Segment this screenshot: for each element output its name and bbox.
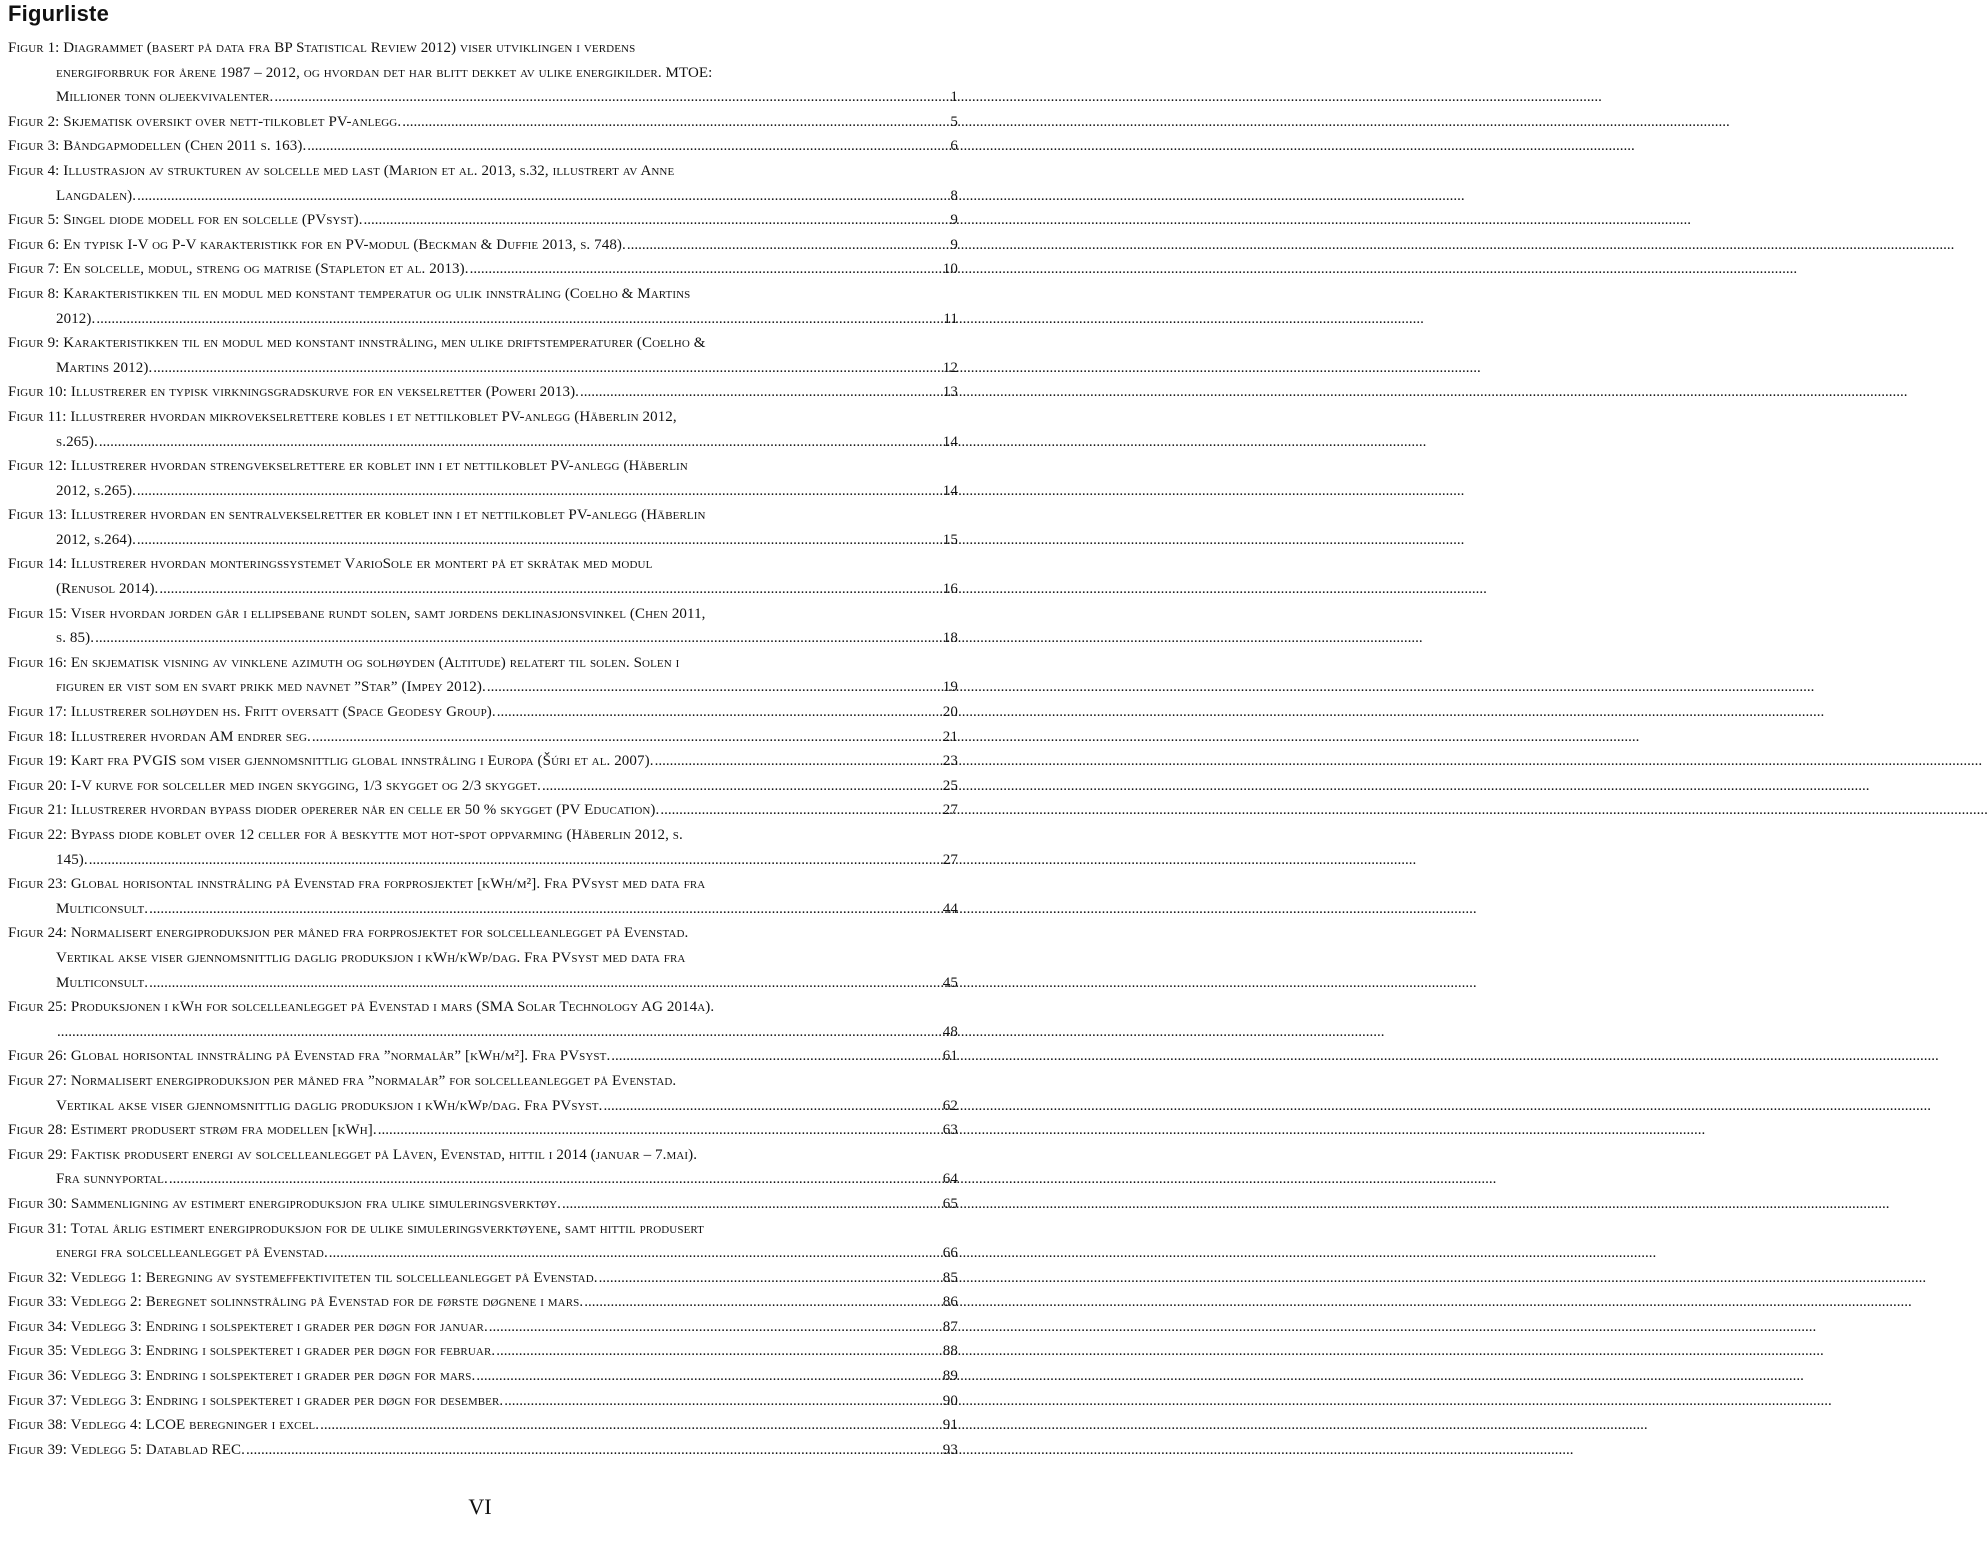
entry-line <box>8 1167 958 1192</box>
entry-page-number: 27 <box>942 851 958 868</box>
entry-text: Figur 31: Total årlig estimert energiproduksjon for de ulike simuleringsverktøyene, samt hittil produsert <box>8 1220 704 1237</box>
figure-list-entry[interactable] <box>8 749 958 774</box>
figure-list-entry[interactable] <box>8 1217 958 1266</box>
figure-list-entry[interactable] <box>8 1069 958 1118</box>
entry-text: Figur 7: En solcelle, modul, streng og matrise (Stapleton et al. 2013). <box>8 261 469 278</box>
entry-page-number: 14 <box>942 433 958 450</box>
entry-text: Figur 33: Vedlegg 2: Beregnet solinnstråling på Evenstad for de første døgnene i mars. <box>8 1294 584 1311</box>
entry-text: Figur 32: Vedlegg 1: Beregning av systemeffektiviteten til solcelleanlegget på Evenstad. <box>8 1269 598 1286</box>
page-number: VI <box>468 1494 492 1519</box>
figure-list-entry[interactable] <box>8 1044 958 1069</box>
entry-line <box>8 479 958 504</box>
entry-text: Figur 14: Illustrerer hvordan monteringssystemet VarioSole er montert på et skråtak med modul <box>8 556 653 573</box>
entry-text: Vertikal akse viser gjennomsnittlig daglig produksjon i kWh/kWp/dag. Fra PVsyst med data fra <box>56 949 686 966</box>
dot-leader <box>149 897 942 922</box>
entry-line <box>8 454 958 479</box>
entry-text: energiforbruk for årene 1987 – 2012, og hvordan det har blitt dekket av ulike energikilder. MTOE: <box>56 64 713 81</box>
dot-leader <box>96 307 942 332</box>
entry-text: 2012, s.264). <box>56 531 136 548</box>
entry-line <box>8 651 958 676</box>
figure-list-entry[interactable] <box>8 1192 958 1217</box>
figure-list-entry[interactable] <box>8 208 958 233</box>
entry-line <box>8 1069 958 1094</box>
dot-leader <box>378 1118 942 1143</box>
entry-text: Figur 27: Normalisert energiproduksjon per måned fra ”normalår” for solcelleanlegget på Evenstad. <box>8 1072 677 1089</box>
entry-line <box>8 749 958 774</box>
figure-list-entry[interactable] <box>8 774 958 799</box>
figure-list-entry[interactable] <box>8 1315 958 1340</box>
dot-leader <box>159 577 941 602</box>
entry-line <box>8 85 958 110</box>
entry-line <box>8 1389 958 1414</box>
entry-page-number: 5 <box>950 113 958 130</box>
entry-line <box>8 61 958 86</box>
entry-line <box>8 848 958 873</box>
entry-line <box>8 233 958 258</box>
entry-line <box>8 430 958 455</box>
entry-text: Multiconsult. <box>56 974 149 991</box>
dot-leader <box>487 675 942 700</box>
dot-leader <box>320 1413 942 1438</box>
entry-text: Langdalen). <box>56 187 137 204</box>
dot-leader <box>274 85 949 110</box>
entry-text: Figur 23: Global horisontal innstråling på Evenstad fra forprosjektet [kWh/m²]. Fra PVsyst med data fra <box>8 876 706 893</box>
dot-leader <box>660 798 941 823</box>
dot-leader <box>470 257 942 282</box>
entry-text: 145). <box>56 851 88 868</box>
figure-list-entry[interactable] <box>8 872 958 921</box>
dot-leader <box>489 1315 942 1340</box>
dot-leader <box>95 626 942 651</box>
figure-list-entry[interactable] <box>8 1389 958 1414</box>
entry-text: Figur 4: Illustrasjon av strukturen av solcelle med last (Marion et al. 2013, s.32, illustrert av Anne <box>8 162 675 179</box>
entry-line <box>8 946 958 971</box>
entry-line <box>8 1438 958 1463</box>
entry-line <box>8 257 958 282</box>
dot-leader <box>580 380 942 405</box>
dot-leader <box>137 479 942 504</box>
entry-line <box>8 872 958 897</box>
entry-text: Figur 20: I-V kurve for solceller med ingen skygging, 1/3 skygget og 2/3 skygget. <box>8 777 542 794</box>
entry-line <box>8 405 958 430</box>
dot-leader <box>99 430 942 455</box>
dot-leader <box>153 356 942 381</box>
entry-line <box>8 1192 958 1217</box>
figure-list-entry[interactable] <box>8 602 958 651</box>
entry-page-number: 48 <box>942 1023 958 1040</box>
entry-line <box>8 1315 958 1340</box>
entry-text: energi fra solcelleanlegget på Evenstad. <box>56 1245 328 1262</box>
entry-page-number: 88 <box>942 1343 958 1360</box>
entry-text: Millioner tonn oljeekvivalenter. <box>56 89 274 106</box>
entry-text: Figur 30: Sammenligning av estimert energiproduksjon fra ulike simuleringsverktøy. <box>8 1195 561 1212</box>
entry-text: s. 85). <box>56 630 95 647</box>
entry-page-number: 86 <box>942 1294 958 1311</box>
entry-text: (Renusol 2014). <box>56 581 159 598</box>
entry-line <box>8 528 958 553</box>
dot-leader <box>137 184 949 209</box>
entry-line <box>8 700 958 725</box>
dot-leader <box>364 208 950 233</box>
entry-line <box>8 503 958 528</box>
figure-list-entry[interactable] <box>8 134 958 159</box>
entry-page-number: 44 <box>942 900 958 917</box>
entry-line <box>8 36 958 61</box>
figure-list-entry[interactable] <box>8 1143 958 1192</box>
entry-text: Figur 15: Viser hvordan jorden går i ellipsebane rundt solen, samt jordens deklinasjonsvinkel (Chen 2011, <box>8 605 706 622</box>
entry-page-number: 87 <box>942 1318 958 1335</box>
entry-page-number: 64 <box>942 1171 958 1188</box>
figure-list-entry[interactable] <box>8 552 958 601</box>
entry-page-number: 16 <box>942 581 958 598</box>
dot-leader <box>57 1020 942 1045</box>
dot-leader <box>402 110 949 135</box>
entry-text: Figur 28: Estimert produsert strøm fra modellen [kWh]. <box>8 1122 377 1139</box>
dot-leader <box>312 725 942 750</box>
dot-leader <box>496 1339 942 1364</box>
entry-page-number: 9 <box>950 236 958 253</box>
entry-page-number: 21 <box>942 728 958 745</box>
entry-line <box>8 602 958 627</box>
figure-list-entry[interactable] <box>8 257 958 282</box>
figure-list-entry[interactable] <box>8 995 958 1044</box>
entry-line <box>8 921 958 946</box>
figure-list-entry[interactable] <box>8 405 958 454</box>
figure-list-entry[interactable] <box>8 503 958 552</box>
entry-line <box>8 1413 958 1438</box>
entry-line <box>8 798 958 823</box>
figure-list-entry[interactable] <box>8 110 958 135</box>
entry-page-number: 18 <box>942 630 958 647</box>
entry-page-number: 89 <box>942 1368 958 1385</box>
dot-leader <box>599 1266 942 1291</box>
entry-line <box>8 1118 958 1143</box>
entry-page-number: 19 <box>942 679 958 696</box>
dot-leader <box>655 749 942 774</box>
entry-page-number: 6 <box>950 138 958 155</box>
entry-text: Figur 2: Skjematisk oversikt over nett-tilkoblet PV-anlegg. <box>8 113 402 130</box>
dot-leader <box>307 134 949 159</box>
entry-page-number: 25 <box>942 777 958 794</box>
entry-text: Figur 10: Illustrerer en typisk virkningsgradskurve for en vekselretter (Poweri 2013). <box>8 384 580 401</box>
entry-line <box>8 307 958 332</box>
entry-line <box>8 675 958 700</box>
entry-text: Figur 13: Illustrerer hvordan en sentralvekselretter er koblet inn i et nettilkoblet PV-anlegg (Häberlin <box>8 507 706 524</box>
entry-line <box>8 1094 958 1119</box>
entry-text: Figur 34: Vedlegg 3: Endring i solspekteret i grader per døgn for januar. <box>8 1318 488 1335</box>
entry-line <box>8 774 958 799</box>
entry-text: Figur 24: Normalisert energiproduksjon per måned fra forprosjektet for solcelleanlegget på Evenstad. <box>8 925 689 942</box>
figure-list-entry[interactable] <box>8 1118 958 1143</box>
page-title: Figurliste <box>8 1 110 26</box>
entry-text: Figur 26: Global horisontal innstråling på Evenstad fra ”normalår” [kWh/m²]. Fra PVsyst. <box>8 1048 611 1065</box>
entry-page-number: 63 <box>942 1122 958 1139</box>
entry-line <box>8 208 958 233</box>
entry-text: Fra sunnyportal. <box>56 1171 168 1188</box>
entry-line <box>8 159 958 184</box>
entry-page-number: 11 <box>943 310 958 327</box>
entry-text: Figur 8: Karakteristikken til en modul med konstant temperatur og ulik innstråling (Coelho & Martins <box>8 285 691 302</box>
entry-line <box>8 577 958 602</box>
entry-page-number: 12 <box>942 359 958 376</box>
entry-text: Figur 35: Vedlegg 3: Endring i solspekteret i grader per døgn for februar. <box>8 1343 496 1360</box>
entry-text: s.265). <box>56 433 98 450</box>
figure-list-entry[interactable] <box>8 1413 958 1438</box>
entry-page-number: 45 <box>942 974 958 991</box>
dot-leader <box>497 700 942 725</box>
entry-page-number: 9 <box>950 212 958 229</box>
entry-line <box>8 356 958 381</box>
figure-list-entry[interactable] <box>8 36 958 110</box>
figure-list-entry[interactable] <box>8 700 958 725</box>
dot-leader <box>169 1167 942 1192</box>
dot-leader <box>149 971 942 996</box>
entry-page-number: 85 <box>942 1269 958 1286</box>
figure-list-entry[interactable] <box>8 651 958 700</box>
entry-line <box>8 823 958 848</box>
entry-page-number: 10 <box>942 261 958 278</box>
entry-line <box>8 380 958 405</box>
entry-line <box>8 971 958 996</box>
entry-line <box>8 1290 958 1315</box>
entry-page-number: 65 <box>942 1195 958 1212</box>
dot-leader <box>562 1192 942 1217</box>
figure-list <box>8 36 958 1462</box>
entry-page-number: 13 <box>942 384 958 401</box>
figure-list-entry[interactable] <box>8 921 958 995</box>
entry-text: Figur 19: Kart fra PVGIS som viser gjennomsnittlig global innstråling i Europa (Šúri et al. 2007). <box>8 753 654 770</box>
entry-line <box>8 897 958 922</box>
entry-line <box>8 552 958 577</box>
entry-line <box>8 282 958 307</box>
entry-line <box>8 1217 958 1242</box>
entry-text: figuren er vist som en svart prikk med navnet ”Star” (Impey 2012). <box>56 679 486 696</box>
figure-list-entry[interactable] <box>8 282 958 331</box>
entry-page-number: 91 <box>942 1417 958 1434</box>
entry-line <box>8 1241 958 1266</box>
entry-line <box>8 110 958 135</box>
dot-leader <box>584 1290 942 1315</box>
entry-text: Figur 9: Karakteristikken til en modul med konstant innstråling, men ulike driftstemperaturer (Coelho & <box>8 335 706 352</box>
figure-list-entry[interactable] <box>8 725 958 750</box>
entry-page-number: 1 <box>950 89 958 106</box>
entry-page-number: 23 <box>942 753 958 770</box>
figure-list-entry[interactable] <box>8 823 958 872</box>
entry-page-number: 14 <box>942 482 958 499</box>
entry-line <box>8 1266 958 1291</box>
dot-leader <box>89 848 942 873</box>
entry-page-number: 27 <box>942 802 958 819</box>
dot-leader <box>137 528 942 553</box>
entry-line <box>8 626 958 651</box>
entry-text: 2012). <box>56 310 96 327</box>
entry-page-number: 62 <box>942 1097 958 1114</box>
dot-leader <box>603 1094 941 1119</box>
entry-page-number: 66 <box>942 1245 958 1262</box>
entry-text: Martins 2012). <box>56 359 153 376</box>
dot-leader <box>542 774 942 799</box>
entry-page-number: 61 <box>942 1048 958 1065</box>
entry-text: Figur 6: En typisk I-V og P-V karakteristikk for en PV-modul (Beckman & Duffie 2013, s. 748). <box>8 236 626 253</box>
entry-line <box>8 1044 958 1069</box>
entry-line <box>8 1364 958 1389</box>
entry-line <box>8 725 958 750</box>
entry-line <box>8 995 958 1020</box>
entry-text: Figur 5: Singel diode modell for en solcelle (PVsyst). <box>8 212 363 229</box>
figure-list-entry[interactable] <box>8 380 958 405</box>
figure-list-entry[interactable] <box>8 1290 958 1315</box>
entry-text: Figur 16: En skjematisk visning av vinklene azimuth og solhøyden (Altitude) relatert til solen. Solen i <box>8 654 680 671</box>
entry-text: Figur 25: Produksjonen i kWh for solcelleanlegget på Evenstad i mars (SMA Solar Technology AG 2014a). <box>8 999 715 1016</box>
document-page <box>0 0 960 1542</box>
entry-text: Figur 38: Vedlegg 4: LCOE beregninger i excel. <box>8 1417 320 1434</box>
entry-line <box>8 331 958 356</box>
dot-leader <box>476 1364 941 1389</box>
dot-leader <box>627 233 950 258</box>
entry-text: Figur 21: Illustrerer hvordan bypass dioder opererer når en celle er 50 % skygget (PV Education). <box>8 802 660 819</box>
entry-text: Figur 22: Bypass diode koblet over 12 celler for å beskytte mot hot-spot oppvarming (Häberlin 2012, s. <box>8 827 683 843</box>
entry-text: Vertikal akse viser gjennomsnittlig daglig produksjon i kWh/kWp/dag. Fra PVsyst. <box>56 1097 603 1114</box>
entry-page-number: 8 <box>950 187 958 204</box>
entry-page-number: 20 <box>942 704 958 721</box>
entry-text: Figur 11: Illustrerer hvordan mikrovekselrettere kobles i et nettilkoblet PV-anlegg (Häberlin 2012, <box>8 408 677 425</box>
entry-text: Figur 1: Diagrammet (basert på data fra BP Statistical Review 2012) viser utviklingen i verdens <box>8 40 636 56</box>
figure-list-entry[interactable] <box>8 798 958 823</box>
entry-text: Figur 39: Vedlegg 5: Datablad REC. <box>8 1441 245 1458</box>
figure-list-entry[interactable] <box>8 454 958 503</box>
entry-line <box>8 1143 958 1168</box>
entry-text: Figur 37: Vedlegg 3: Endring i solspekteret i grader per døgn for desember. <box>8 1392 504 1409</box>
entry-line <box>8 1339 958 1364</box>
entry-text: Figur 18: Illustrerer hvordan AM endrer seg. <box>8 728 311 745</box>
entry-page-number: 93 <box>942 1441 958 1458</box>
entry-text: 2012, s.265). <box>56 482 136 499</box>
figure-list-entry[interactable] <box>8 159 958 208</box>
entry-text: Figur 12: Illustrerer hvordan strengvekselrettere er koblet inn i et nettilkoblet PV-anlegg (Häberlin <box>8 458 688 475</box>
figure-list-entry[interactable] <box>8 1339 958 1364</box>
entry-text: Figur 17: Illustrerer solhøyden hs. Fritt oversatt (Space Geodesy Group). <box>8 704 496 721</box>
entry-line <box>8 134 958 159</box>
entry-page-number: 15 <box>942 531 958 548</box>
dot-leader <box>329 1241 942 1266</box>
figure-list-entry[interactable] <box>8 233 958 258</box>
entry-line <box>8 184 958 209</box>
entry-text: Figur 29: Faktisk produsert energi av solcelleanlegget på Låven, Evenstad, hittil i 2014 (januar – 7.mai). <box>8 1146 698 1163</box>
entry-page-number: 90 <box>942 1392 958 1409</box>
figure-list-entry[interactable] <box>8 1266 958 1291</box>
figure-list-entry[interactable] <box>8 1364 958 1389</box>
entry-text: Figur 3: Båndgapmodellen (Chen 2011 s. 163). <box>8 138 307 155</box>
dot-leader <box>504 1389 942 1414</box>
entry-text: Multiconsult. <box>56 900 149 917</box>
entry-line <box>8 1020 958 1045</box>
figure-list-entry[interactable] <box>8 1438 958 1463</box>
dot-leader <box>246 1438 942 1463</box>
dot-leader <box>611 1044 942 1069</box>
entry-text: Figur 36: Vedlegg 3: Endring i solspekteret i grader per døgn for mars. <box>8 1368 476 1385</box>
figure-list-entry[interactable] <box>8 331 958 380</box>
